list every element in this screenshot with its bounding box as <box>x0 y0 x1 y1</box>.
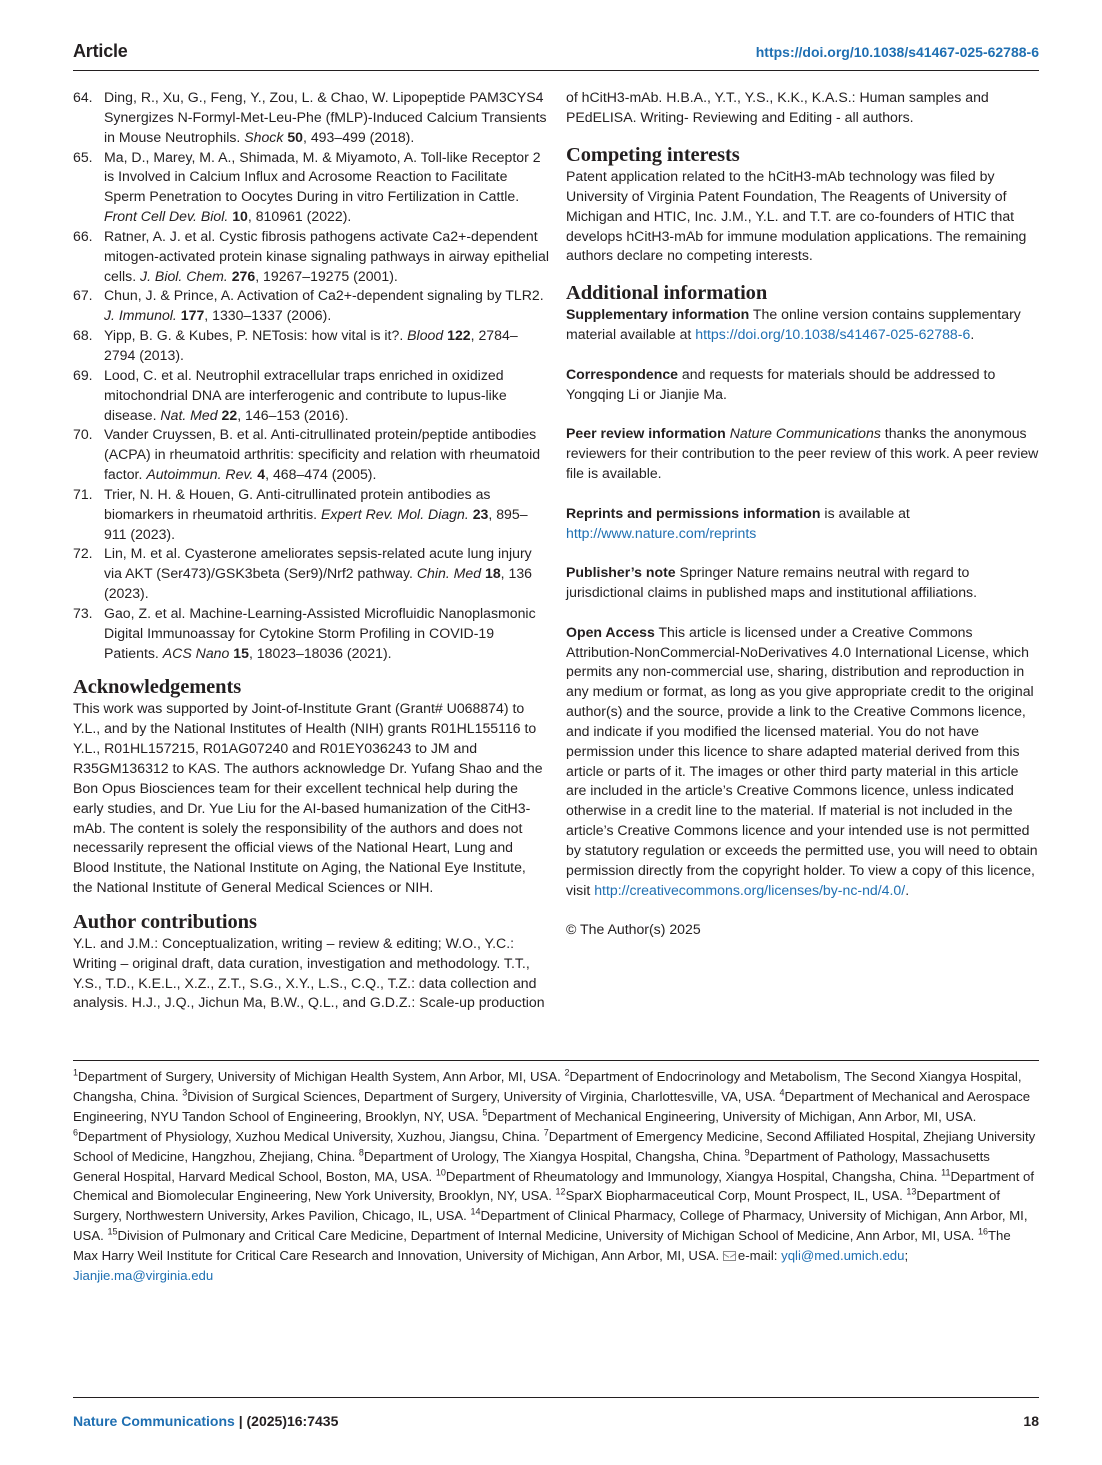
reference-text: Ratner, A. J. et al. Cystic fibrosis pathogens activate Ca2+-dependent mitogen-activated protein kinase signaling pathways in airway epithelial cells. <box>104 227 549 284</box>
affiliation-text: Department of Clinical Pharmacy, College of Pharmacy, University of Michigan, Ann Arbor, MI, USA. <box>73 1208 1028 1244</box>
doi-link[interactable]: https://doi.org/10.1038/s41467-025-62788-6 <box>755 44 1039 60</box>
reference-pages: , 493–499 (2018). <box>303 128 415 145</box>
reference-text: Yipp, B. G. & Kubes, P. NETosis: how vital is it?. <box>104 327 404 344</box>
affiliation-text: Department of Physiology, Xuzhou Medical University, Xuzhou, Jiangsu, China. <box>78 1128 544 1144</box>
correspondence-text: and requests for materials should be addressed to Yongqing Li or Jianjie Ma. <box>566 365 996 402</box>
reference-item <box>73 366 549 426</box>
reference-pages: , 468–474 (2005). <box>265 466 377 483</box>
reference-journal: Chin. Med <box>416 565 482 582</box>
reference-volume: 276 <box>231 267 256 284</box>
reference-number: 70. <box>73 426 93 443</box>
reference-item <box>73 544 549 604</box>
additional-information-heading: Additional information <box>566 282 768 305</box>
reference-text: Lood, C. et al. Neutrophil extracellular traps enriched in oxidized mitochondrial DNA are interferogenic and contribute to lupus-like disease. <box>104 366 507 423</box>
correspondence-info <box>566 365 1042 405</box>
affiliation-text: Department of Emergency Medicine, Second Affiliated Hospital, Zhejiang University School of Medicine, Hangzhou, Zhejiang, China. <box>73 1128 1036 1164</box>
publishers-note <box>566 563 1042 603</box>
affiliation-number: 13 <box>906 1187 917 1198</box>
reference-journal: ACS Nano <box>162 644 230 661</box>
affiliation-text: Department of Rheumatology and Immunology, Xiangya Hospital, Changsha, China. <box>445 1168 942 1184</box>
reference-item <box>73 326 549 366</box>
reference-number: 69. <box>73 366 93 383</box>
reference-text: Vander Cruyssen, B. et al. Anti-citrullinated protein/peptide antibodies (ACPA) in rheumatoid arthritis: specificity and relation with rheumatoid factor. <box>104 426 541 483</box>
affiliation-number: 12 <box>555 1187 566 1198</box>
reference-text: Ma, D., Marey, M. A., Shimada, M. & Miyamoto, A. Toll-like Receptor 2 is Involved in Calcium Influx and Acrosome Reaction to Facilitate Sperm Penetration to Oocytes During in vitro Fertilization in Cattle. <box>104 148 541 205</box>
page-header <box>73 40 1039 71</box>
reference-journal: Nat. Med <box>160 406 218 423</box>
email-label: e-mail: <box>737 1248 782 1264</box>
supplementary-lead: Supplementary information <box>566 306 750 323</box>
reference-volume: 122 <box>447 327 471 344</box>
affiliation-item <box>359 1149 745 1164</box>
supplementary-text: The online version contains supplementary material available at <box>566 306 1021 343</box>
reference-pages: , 2784–2794 (2013). <box>104 327 518 363</box>
peer-review-lead: Peer review information <box>566 425 726 442</box>
affiliation-number: 8 <box>358 1147 364 1158</box>
author-contributions-section <box>73 911 549 1013</box>
reference-pages: , 1330–1337 (2006). <box>204 307 332 324</box>
affiliation-text: Department of Chemical and Biomolecular Engineering, New York University, Brooklyn, NY, USA. <box>73 1168 1035 1204</box>
supplementary-end: . <box>970 326 975 343</box>
reprints-link[interactable]: http://www.nature.com/reprints <box>566 524 757 541</box>
reference-pages: , 19267–19275 (2001). <box>255 267 398 284</box>
competing-interests-section <box>566 144 1042 266</box>
reference-pages: , 146–153 (2016). <box>237 406 349 423</box>
email-separator: ; <box>904 1248 909 1264</box>
affiliation-number: 5 <box>482 1107 488 1118</box>
affiliation-number: 2 <box>564 1067 570 1078</box>
affiliation-text: Department of Surgery, University of Michigan Health System, Ann Arbor, MI, USA. <box>78 1069 565 1084</box>
affiliation-number: 7 <box>543 1127 549 1138</box>
affiliation-text: The Max Harry Weil Institute for Critical Care Research and Innovation, University of Michigan, Ann Arbor, MI, USA. <box>73 1228 1011 1264</box>
affiliation-item <box>73 1069 564 1084</box>
supplementary-link[interactable]: https://doi.org/10.1038/s41467-025-62788-6 <box>695 326 971 343</box>
reprints-info <box>566 504 1042 544</box>
right-column <box>566 88 1042 940</box>
author-contributions-continued: of hCitH3-mAb. H.B.A., Y.T., Y.S., K.K., K.A.S.: Human samples and PEdELISA. Writing- Reviewing and Editing - all authors. <box>566 89 989 125</box>
page-footer <box>73 1397 1039 1438</box>
affiliation-number: 4 <box>779 1087 785 1098</box>
affiliations-block <box>73 1060 1039 1286</box>
reference-item <box>73 227 549 287</box>
reprints-text: is available at <box>820 504 910 521</box>
reference-journal: Autoimmun. Rev. <box>146 466 254 483</box>
reference-number: 64. <box>73 89 93 105</box>
open-access-info <box>566 623 1042 901</box>
reference-text: Chun, J. & Prince, A. Activation of Ca2+-dependent signaling by TLR2. <box>104 287 544 304</box>
publishers-note-text: Springer Nature remains neutral with regard to jurisdictional claims in published maps and institutional affiliations. <box>566 564 978 601</box>
peer-review-text: thanks the anonymous reviewers for their contribution to the peer review of this work. A peer review file is available. <box>566 425 1039 481</box>
reference-volume: 15 <box>233 644 249 661</box>
reference-journal: Expert Rev. Mol. Diagn. <box>320 505 469 522</box>
affiliation-list <box>73 1069 1035 1263</box>
reference-volume: 18 <box>484 565 501 582</box>
reference-number: 65. <box>73 148 93 165</box>
competing-interests-text: Patent application related to the hCitH3-mAb technology was filed by University of Virginia Patent Foundation, The Reagents of University of Michigan and HTIC, Inc. J.M., Y.L. and T.T. are co-founders of HTIC that develops hCitH3-mAb for immune modulation applications. The remaining authors declare no competing interests. <box>566 168 1027 264</box>
reference-text: Trier, N. H. & Houen, G. Anti-citrullinated protein antibodies as biomarkers in rheumatoid arthritis. <box>104 485 491 522</box>
reference-number: 72. <box>73 545 93 562</box>
affiliation-item <box>107 1228 978 1243</box>
reference-journal: J. Biol. Chem. <box>140 267 228 284</box>
reference-item <box>73 425 549 485</box>
reference-number: 66. <box>73 227 93 244</box>
reference-journal: Blood <box>407 327 444 344</box>
author-contributions-heading: Author contributions <box>73 910 257 933</box>
footer-journal-name: Nature Communications <box>73 1413 235 1429</box>
reference-volume: 23 <box>472 505 489 522</box>
affiliation-number: 11 <box>941 1167 951 1178</box>
affiliation-item <box>436 1169 941 1184</box>
supplementary-information <box>566 305 1042 345</box>
affiliation-item <box>556 1188 907 1203</box>
footer-volume: | (2025)16:7435 <box>234 1413 339 1429</box>
reference-pages: , 810961 (2022). <box>247 208 352 225</box>
affiliation-number: 16 <box>977 1226 988 1237</box>
competing-interests-heading: Competing interests <box>566 144 740 166</box>
page-number: 18 <box>1023 1413 1039 1429</box>
affiliation-item <box>73 1129 544 1144</box>
affiliation-text: SparX Biopharmaceutical Corp, Mount Prospect, IL, USA. <box>565 1188 907 1204</box>
affiliation-text: Department of Pathology, Massachusetts General Hospital, Harvard Medical School, Boston, MA, USA. <box>73 1148 990 1184</box>
affiliation-number: 9 <box>744 1147 750 1158</box>
reference-list <box>73 88 549 663</box>
reference-item <box>73 88 549 148</box>
reference-pages: , 18023–18036 (2021). <box>248 644 392 661</box>
reference-item <box>73 148 549 227</box>
affiliation-number: 10 <box>435 1167 446 1178</box>
reference-number: 71. <box>73 485 93 502</box>
reference-pages: , 895–911 (2023). <box>104 505 528 542</box>
affiliation-text: Department of Urology, The Xiangya Hospital, Changsha, China. <box>363 1148 745 1164</box>
reference-volume: 50 <box>287 128 304 145</box>
affiliation-number: 1 <box>73 1067 79 1078</box>
reference-pages: , 136 (2023). <box>104 565 533 602</box>
publishers-note-lead: Publisher’s note <box>566 564 676 581</box>
footer-citation <box>73 1413 338 1429</box>
affiliation-text: Division of Pulmonary and Critical Care Medicine, Department of Internal Medicine, University of Michigan School of Medicine, Ann Arbor, MI, USA. <box>117 1228 978 1244</box>
reference-volume: 4 <box>257 466 266 483</box>
license-link[interactable]: http://creativecommons.org/licenses/by-nc-nd/4.0/ <box>594 881 906 898</box>
reference-number: 67. <box>73 287 93 304</box>
affiliation-text: Division of Surgical Sciences, Department of Surgery, University of Virginia, Charlottesville, VA, USA. <box>187 1088 780 1104</box>
affiliation-item <box>482 1109 976 1124</box>
acknowledgements-section <box>73 676 549 897</box>
reference-item <box>73 286 549 326</box>
mail-icon <box>723 1251 736 1261</box>
reference-text: Lin, M. et al. Cyasterone ameliorates sepsis-related acute lung injury via AKT (Ser473)/GSK3beta (Ser9)/Nrf2 pathway. <box>104 545 532 582</box>
correspondence-lead: Correspondence <box>566 365 678 382</box>
reference-volume: 177 <box>180 307 205 324</box>
reference-number: 73. <box>73 604 93 621</box>
peer-review-info <box>566 424 1042 484</box>
acknowledgements-text: This work was supported by Joint-of-Institute Grant (Grant# U068874) to Y.L., and by the National Institutes of Health (NIH) grants R01HL155116 to Y.L., R01HL157215, R01AG07240 and R01EY036243 to JM and R35GM136312 to KAS. The authors acknowledge Dr. Yufang Shao and the Bon Opus Biosciences team for their excellent technical help during the early studies, and Dr. Yue Liu for the AI-based humanization of the CitH3-mAb. The content is solely the responsibility of the authors and does not necessarily represent the official views of the National Heart, Lung and Blood Institute, the National Institute on Aging, the National Eye Institute, the National Institute of General Medical Sciences or NIH. <box>73 700 543 896</box>
email-link-2[interactable]: Jianjie.ma@virginia.edu <box>73 1268 214 1284</box>
copyright-line: © The Author(s) 2025 <box>566 921 701 938</box>
author-contributions-text: Y.L. and J.M.: Conceptualization, writing – review & editing; W.O., Y.C.: Writing – original draft, data curation, investigation and methodology. T.T., Y.S., T.D., K.E.L., X.Z., Z.T., S.G., X.Y., L.S., C.Q., T.Z.: data collection and analysis. H.J., J.Q., Jichun Ma, B.W., Q.L., and G.D.Z.: Scale-up production <box>73 934 545 1011</box>
reference-text: Gao, Z. et al. Machine-Learning-Assisted Microfluidic Nanoplasmonic Digital Immunoassay for Cytokine Storm Profiling in COVID-19 Patients. <box>104 604 536 661</box>
reference-journal: Shock <box>244 128 284 145</box>
reprints-lead: Reprints and permissions information <box>566 504 821 521</box>
reference-volume: 22 <box>221 406 238 423</box>
reference-item <box>73 604 549 664</box>
affiliation-text: Department of Endocrinology and Metabolism, The Second Xiangya Hospital, Changsha, China. <box>73 1069 1022 1104</box>
reference-journal: Front Cell Dev. Biol. <box>104 208 229 225</box>
affiliation-text: Department of Surgery, Northwestern University, Arkes Pavilion, Chicago, IL, USA. <box>73 1188 1000 1224</box>
open-access-text: This article is licensed under a Creative Commons Attribution-NonCommercial-NoDerivatives 4.0 International License, which permits any non-commercial use, sharing, distribution and reproduction in any medium or format, as long as you give appropriate credit to the original author(s) and the source, provide a link to the Creative Commons licence, and indicate if you modified the licensed material. You do not have permission under this licence to share adapted material derived from this article or parts of it. The images or other third party material in this article are included in the article’s Creative Commons licence, unless indicated otherwise in a credit line to the material. If material is not included in the article’s Creative Commons licence and your intended use is not permitted by statutory regulation or exceeds the permitted use, you will need to obtain permission directly from the copyright holder. To view a copy of this licence, visit <box>566 623 1038 898</box>
reference-item <box>73 485 549 545</box>
open-access-lead: Open Access <box>566 623 655 640</box>
affiliation-number: 6 <box>73 1127 79 1138</box>
additional-information-section <box>566 282 1042 940</box>
affiliation-text: Department of Mechanical and Aerospace Engineering, NYU Tandon School of Engineering, Brooklyn, NY, USA. <box>73 1088 1031 1124</box>
affiliation-item <box>182 1089 779 1104</box>
reference-number: 68. <box>73 327 93 344</box>
email-link-1[interactable]: yqli@med.umich.edu <box>781 1248 905 1264</box>
reference-text: Ding, R., Xu, G., Feng, Y., Zou, L. & Chao, W. Lipopeptide PAM3CYS4 Synergizes N-Formyl-Met-Leu-Phe (fMLP)-Induced Calcium Transients in Mouse Neutrophils. <box>104 89 547 145</box>
affiliation-text: Department of Mechanical Engineering, University of Michigan, Ann Arbor, MI, USA. <box>487 1108 977 1124</box>
left-column <box>73 88 549 1013</box>
affiliation-number: 15 <box>107 1226 118 1237</box>
affiliation-number: 3 <box>182 1087 188 1098</box>
reference-journal: J. Immunol. <box>104 307 177 324</box>
acknowledgements-heading: Acknowledgements <box>73 676 242 699</box>
article-type-label: Article <box>73 41 128 61</box>
peer-review-journal: Nature Communications <box>725 425 881 442</box>
reference-volume: 10 <box>232 208 248 225</box>
open-access-end: . <box>905 881 910 898</box>
affiliation-number: 14 <box>470 1206 481 1217</box>
